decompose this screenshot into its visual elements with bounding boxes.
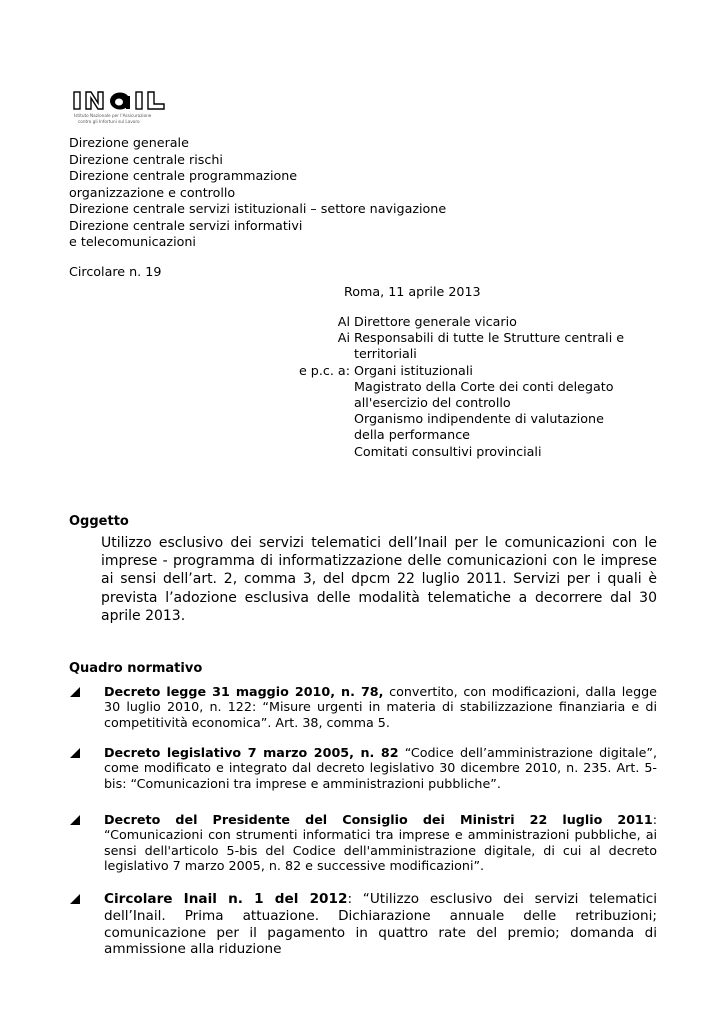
normative-title: Decreto legge 31 maggio 2010, n. 78,	[104, 684, 384, 699]
sender-block	[69, 135, 489, 251]
normative-item	[69, 891, 657, 958]
recipient-row-epc	[250, 363, 670, 460]
normative-title: Decreto del Presidente del Consiglio dei Ministri 22 luglio 2011	[104, 812, 653, 827]
recipient-text: della performance	[354, 427, 470, 443]
sender-line: Direzione centrale servizi informativi	[69, 217, 303, 233]
normative-text: : “Utilizzo esclusivo dei servizi telematici dell’Inail. Prima attuazione. Dichiarazione annuale delle retribuzioni; comunicazione per il pagamento in quattro rate del premio; domanda di ammissione alla riduzione	[104, 891, 657, 958]
sender-line: organizzazione e controllo	[69, 184, 236, 200]
sender-line: e telecomunicazioni	[69, 234, 196, 249]
normative-text: : “Comunicazioni con strumenti informatici tra imprese e amministrazioni pubbliche, ai sensi dell'articolo 5-bis del Codice dell'amministrazione digitale, di cui al decreto legislativo 7 marzo 2005, n. 82 e successive modificazioni”.	[104, 812, 657, 874]
recipient-text: territoriali	[354, 346, 417, 362]
recipient-label: Al	[337, 314, 350, 329]
recipient-text: Direttore generale vicario	[354, 314, 517, 329]
inail-logo-image	[70, 90, 180, 130]
normative-title: Decreto legislativo 7 marzo 2005, n. 82	[104, 745, 399, 760]
document-date: Roma, 11 aprile 2013	[344, 284, 481, 299]
oggetto-body: Utilizzo esclusivo dei servizi telematici dell’Inail per le comunicazioni con le imprese - programma di informatizzazione delle comunicazioni con le imprese ai sensi dell’art. 2, comma 3, del dpcm 22 luglio 2011. Servizi per i quali è prevista l’adozione esclusiva delle modalità telematiche a decorrere dal 30 aprile 2013.	[101, 535, 657, 624]
sender-line: Direzione centrale programmazione	[69, 168, 298, 183]
recipient-text: Organismo indipendente di valutazione	[354, 411, 604, 427]
normative-item	[69, 812, 657, 874]
recipient-text: Responsabili di tutte le Strutture centrali e	[354, 330, 625, 346]
triangle-bullet-icon	[69, 893, 81, 905]
recipient-row-ai	[250, 330, 670, 362]
triangle-bullet-icon	[69, 686, 81, 698]
inail-logo	[70, 90, 180, 130]
sender-line: Direzione centrale servizi istituzionali – settore navigazione	[69, 201, 447, 216]
recipients-block	[250, 314, 670, 460]
recipient-text: all'esercizio del controllo	[354, 395, 511, 411]
sender-line: Direzione generale	[69, 135, 189, 150]
recipient-text: Organi istituzionali	[354, 362, 473, 378]
recipient-row-al	[250, 314, 670, 330]
normative-text: “Codice dell’amministrazione digitale”, come modificato e integrato dal decreto legislativo 30 dicembre 2010, n. 235. Art. 5-bis: “Comunicazioni tra imprese e amministrazioni pubbliche”.	[104, 745, 657, 791]
svg-text:contro gli Infortuni sul Lavor: contro gli Infortuni sul Lavoro	[78, 119, 140, 124]
recipient-label: Ai	[337, 330, 350, 346]
recipient-text: Comitati consultivi provinciali	[354, 443, 542, 459]
svg-text:Istituto Nazionale per l'Assic: Istituto Nazionale per l'Assicurazione	[74, 113, 152, 118]
circolare-number: Circolare n. 19	[69, 264, 162, 279]
normative-title: Circolare Inail n. 1 del 2012	[104, 891, 348, 907]
normative-item	[69, 684, 657, 730]
sender-line: Direzione centrale rischi	[69, 151, 223, 167]
recipient-label: e p.c. a:	[298, 362, 350, 378]
quadro-normativo-heading: Quadro normativo	[69, 661, 203, 676]
normative-text: convertito, con modificazioni, dalla legge 30 luglio 2010, n. 122: “Misure urgenti in materia di stabilizzazione finanziaria e di competitività economica”. Art. 38, comma 5.	[104, 684, 657, 730]
normative-item	[69, 745, 657, 791]
recipient-text: Magistrato della Corte dei conti delegato	[354, 378, 614, 394]
triangle-bullet-icon	[69, 747, 81, 759]
oggetto-heading: Oggetto	[69, 514, 129, 529]
triangle-bullet-icon	[69, 814, 81, 826]
